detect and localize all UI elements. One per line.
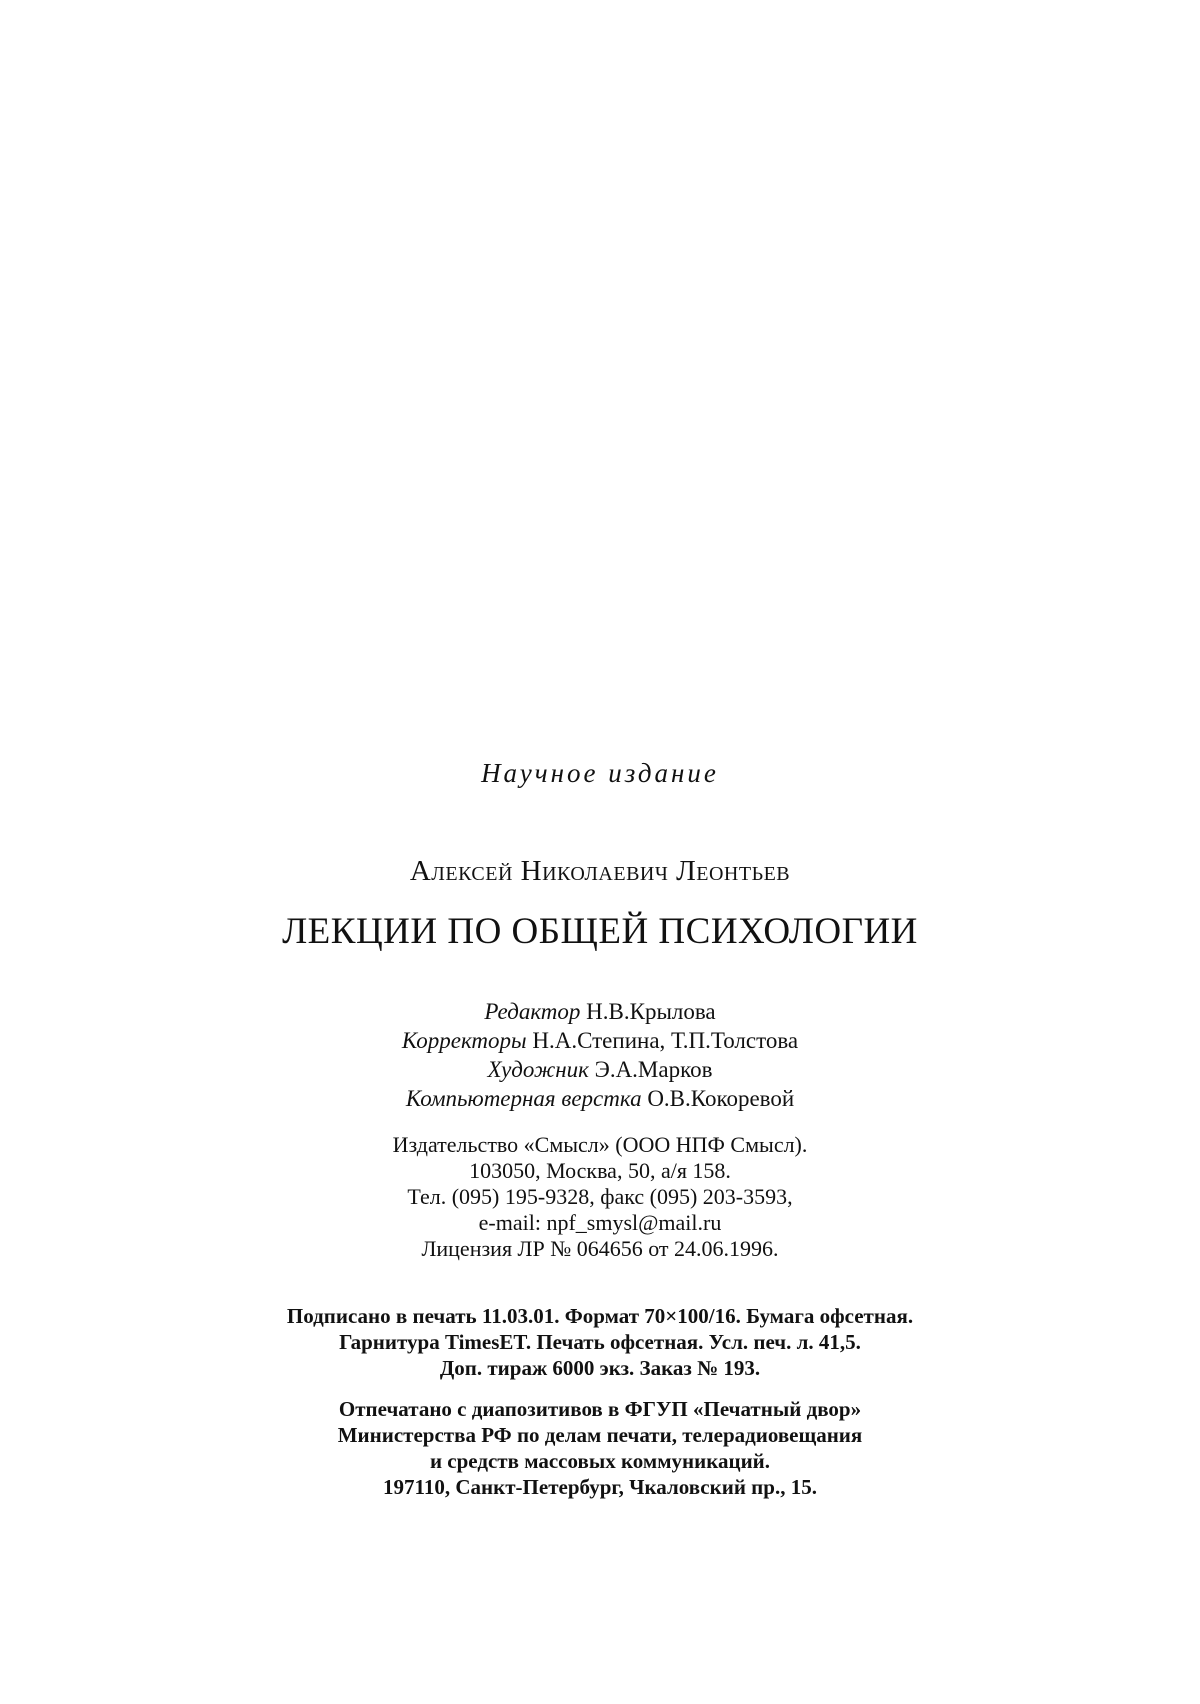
author-name: Алексей Николаевич Леонтьев bbox=[409, 855, 791, 887]
credit-name: О.В.Кокоревой bbox=[647, 1086, 795, 1111]
print-info-line: Подписано в печать 11.03.01. Формат 70×100/16. Бумага офсетная. bbox=[286, 1304, 914, 1328]
print-house-line: и средств массовых коммуникаций. bbox=[429, 1449, 771, 1473]
credit-role: Корректоры bbox=[401, 1028, 527, 1053]
publisher-address: 103050, Москва, 50, а/я 158. bbox=[469, 1158, 731, 1183]
credit-name: Н.В.Крылова bbox=[586, 999, 716, 1024]
credits-block bbox=[0, 997, 1200, 1113]
credit-role: Редактор bbox=[484, 999, 581, 1024]
credit-role: Компьютерная верстка bbox=[405, 1086, 642, 1111]
print-info-line: Доп. тираж 6000 экз. Заказ № 193. bbox=[439, 1356, 761, 1380]
publisher-phone: Тел. (095) 195-9328, факс (095) 203-3593, bbox=[407, 1184, 793, 1209]
credit-name: Э.А.Марков bbox=[594, 1057, 713, 1082]
publisher-license: Лицензия ЛР № 064656 от 24.06.1996. bbox=[421, 1236, 779, 1261]
print-house-line: Министерства РФ по делам печати, телерадиовещания bbox=[337, 1423, 863, 1447]
publisher-name: Издательство «Смысл» (ООО НПФ Смысл). bbox=[392, 1132, 808, 1157]
credit-line-proofreaders bbox=[0, 1026, 1200, 1055]
credit-name: Н.А.Степина, Т.П.Толстова bbox=[532, 1028, 799, 1053]
credit-line-editor bbox=[0, 997, 1200, 1026]
print-house-line: Отпечатано с диапозитивов в ФГУП «Печатный двор» bbox=[338, 1397, 862, 1421]
print-info-block bbox=[0, 1303, 1200, 1381]
credit-line-artist bbox=[0, 1055, 1200, 1084]
credit-role: Художник bbox=[487, 1057, 589, 1082]
print-house-block bbox=[0, 1396, 1200, 1500]
publisher-email: e-mail: npf_smysl@mail.ru bbox=[478, 1210, 722, 1235]
print-house-line: 197110, Санкт-Петербург, Чкаловский пр., 15. bbox=[383, 1475, 817, 1499]
publisher-block bbox=[0, 1132, 1200, 1262]
print-info-line: Гарнитура TimesET. Печать офсетная. Усл. печ. л. 41,5. bbox=[339, 1330, 861, 1354]
edition-type: Научное издание bbox=[481, 758, 719, 788]
credit-line-layout bbox=[0, 1084, 1200, 1113]
book-title: ЛЕКЦИИ ПО ОБЩЕЙ ПСИХОЛОГИИ bbox=[282, 911, 918, 952]
